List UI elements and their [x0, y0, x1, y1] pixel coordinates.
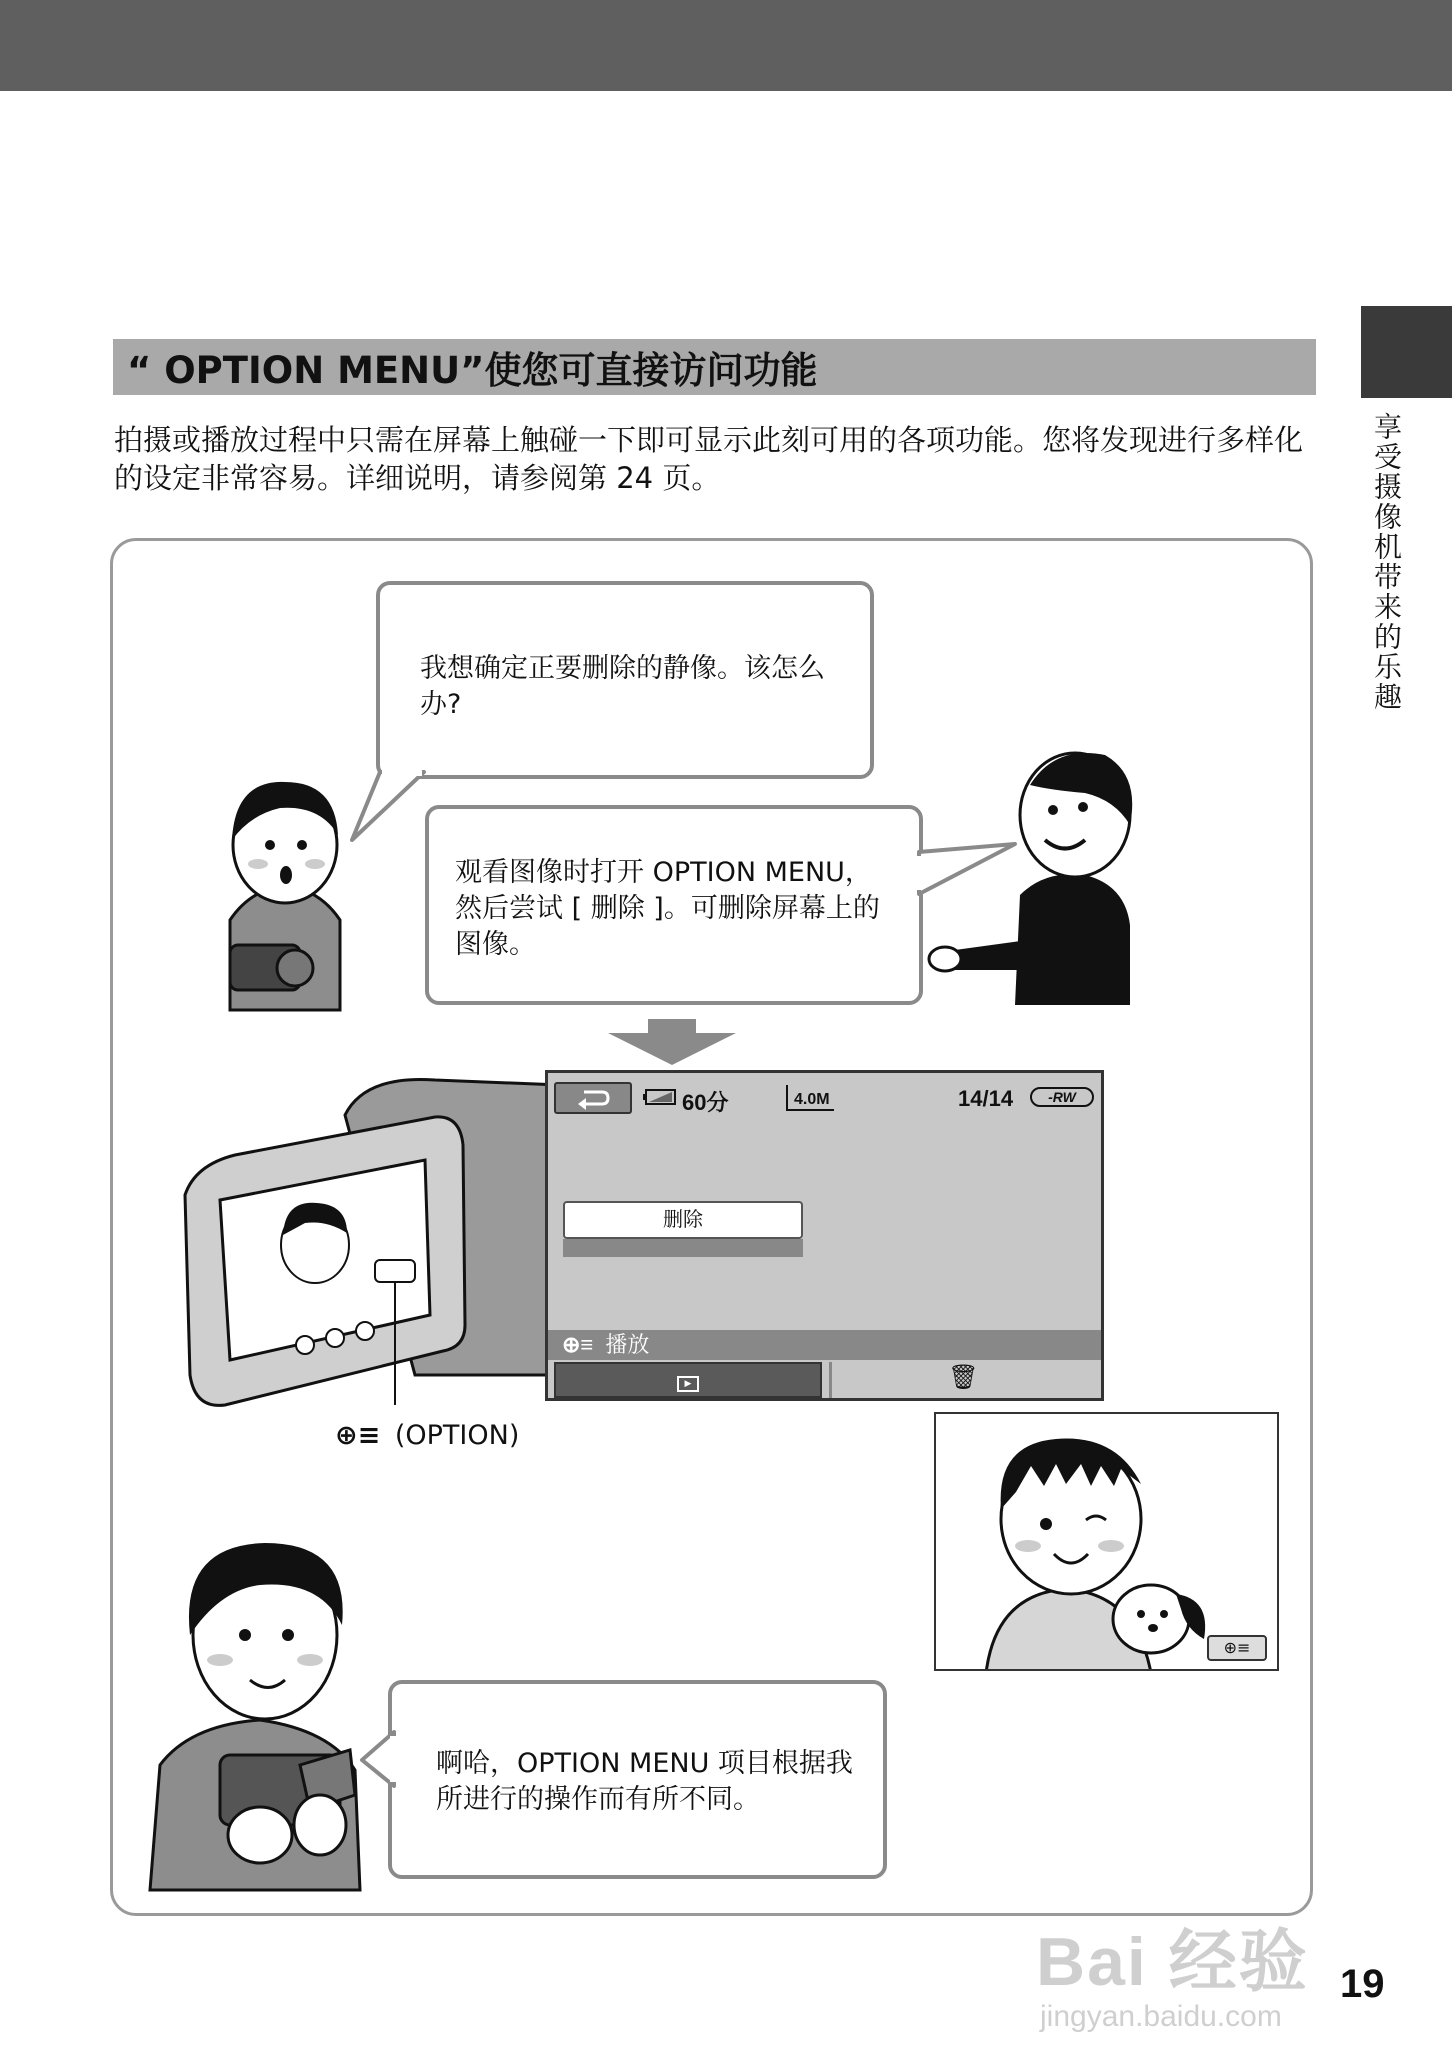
page-number: 19: [1340, 1962, 1385, 2006]
question-bubble-tail: [350, 770, 430, 850]
mode-label: 播放: [605, 1332, 650, 1357]
return-arrow-icon: [556, 1084, 630, 1112]
option-menu-button[interactable]: ⊕≡: [1207, 1635, 1267, 1661]
reaction-bubble: [388, 1680, 887, 1879]
chapter-tab: [1361, 306, 1452, 398]
option-callout: [335, 1420, 519, 1451]
return-button[interactable]: [554, 1082, 632, 1114]
option-mode-bar: [548, 1330, 1101, 1360]
section-heading: “ OPTION MENU”使您可直接访问功能: [113, 339, 1316, 395]
woman-figure-top: [210, 760, 360, 1010]
delete-button[interactable]: 删除: [563, 1201, 803, 1239]
tab-trash[interactable]: [829, 1362, 1095, 1398]
reaction-bubble-tail: [360, 1730, 400, 1790]
media-badge: -RW: [1030, 1087, 1094, 1107]
option-menu-icon: ⊕≡: [562, 1332, 594, 1357]
trash-icon: 🗑: [948, 1364, 979, 1391]
battery-remaining: 60分: [682, 1090, 729, 1115]
image-counter: 14/14: [958, 1086, 1014, 1111]
question-text: 我想确定正要删除的静像。该怎么办?: [420, 653, 825, 720]
delete-button-shadow: [563, 1239, 803, 1257]
watermark: [1036, 1900, 1366, 2050]
watermark-url: jingyan.baidu.com: [1040, 2000, 1282, 2033]
boy-and-dog-illustration: [936, 1414, 1279, 1671]
zoomed-screen-photo: [934, 1412, 1279, 1671]
top-band: [0, 0, 1452, 91]
answer-bubble: [425, 805, 923, 1005]
woman-figure-bottom: [150, 1525, 395, 1890]
image-size: [786, 1085, 834, 1111]
camcorder-illustration: [175, 1075, 560, 1410]
lcd-screen: [545, 1070, 1104, 1401]
reaction-text: 啊哈，OPTION MENU 项目根据我所进行的操作而有所不同。: [436, 1748, 853, 1815]
image-size-value: 4.0M: [794, 1091, 830, 1108]
intro-paragraph: 拍摄或播放过程中只需在屏幕上触碰一下即可显示此刻可用的各项功能。您将发现进行多样化的设定非常容易。详细说明，请参阅第 24 页。: [114, 423, 1304, 495]
watermark-logo: Bai 经验: [1036, 1924, 1309, 2000]
answer-bubble-tail: [915, 842, 1020, 902]
answer-text: 观看图像时打开 OPTION MENU，然后尝试 [ 删除 ]。可删除屏幕上的图像。: [455, 857, 880, 960]
play-icon: ▶: [677, 1376, 699, 1392]
battery-icon: [643, 1089, 677, 1105]
tab-playback[interactable]: [554, 1362, 822, 1398]
down-arrow-icon: [608, 1019, 736, 1065]
chapter-title: 享受摄像机带来的乐趣: [1370, 412, 1403, 712]
option-callout-text: (OPTION): [394, 1420, 520, 1451]
option-menu-icon: ⊕≡: [335, 1420, 381, 1451]
question-bubble: [376, 581, 874, 779]
